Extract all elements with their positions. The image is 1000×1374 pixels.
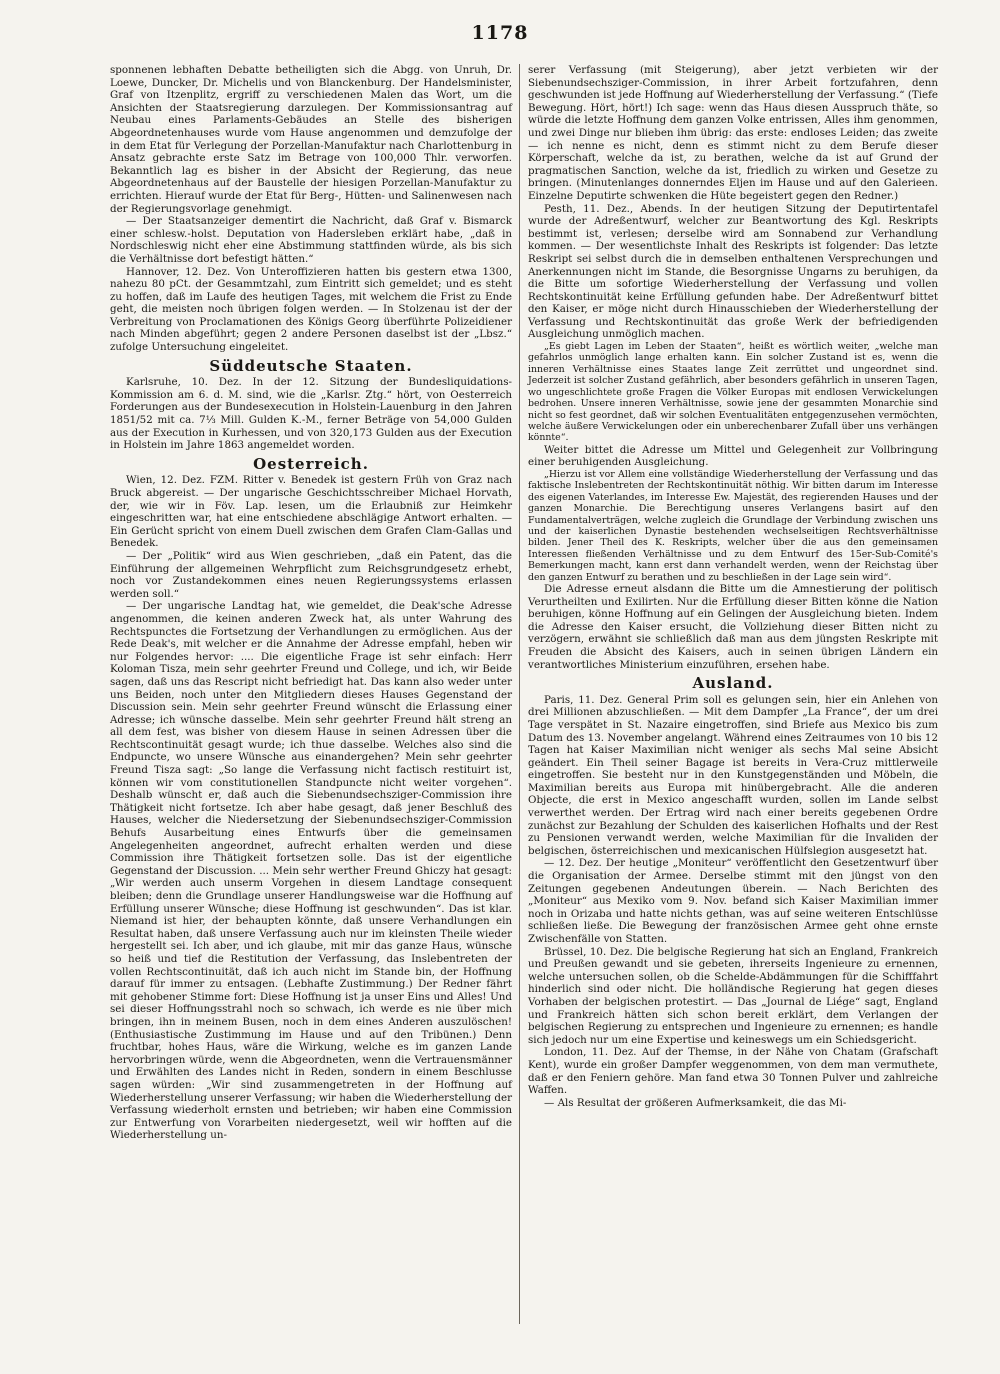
article-paragraph: Pesth, 11. Dez., Abends. In der heutigen Sitzung der Deputirtentafel wurde der Adreßentwurf, welcher zur Beantwortung des Kgl. Reskripts bestimmt ist, verlesen; derselbe wird am Sonnabend zur Verhandlung kommen. — Der wesentlichste Inhalt des Reskripts ist folgender: Das letzte Reskript sei selbst durch die in demselben enthaltenen Versprechungen und Anerkennungen nicht im Stande, die Besorgnisse Ungarns zu beruhigen, da die Bitte um sofortige Wiederherstellung der Verfassung und vollen Rechtskontinuität keine Erfüllung gefunden habe. Der Adreßentwurf bittet den Kaiser, er möge nicht durch Hinausschieben der Wiederherstellung der Verfassung und Rechtskontinuität das große Werk der befriedigenden Ausgleichung unmöglich machen. bbox=[528, 202, 938, 341]
quoted-paragraph: „Hierzu ist vor Allem eine vollständige Wiederherstellung der Verfassung und das faktische Inslebentreten der Rechtskontinuität nöthig. Wir bitten darum im Interesse des eigenen Vaterlandes, im Interesse Ew. Majestät, des regierenden Hauses und der ganzen Monarchie. Die Berechtigung unseres Verlangens basirt auf den Fundamentalverträgen, welche zugleich die Grundlage der Verbindung zwischen uns und der kaiserlichen Dynastie bestehenden wechselseitigen Rechtsverhältnisse bilden. Jener Theil des K. Reskripts, welcher über die aus den gemeinsamen Interessen fließenden Verhältnisse und zu dem Entwurf des 15er-Sub-Comité's Bemerkungen macht, kann erst dann verhandelt werden, wenn der Reichstag über den ganzen Entwurf zu berathen und zu beschließen in der Lage sein wird“. bbox=[528, 468, 938, 583]
article-paragraph: Brüssel, 10. Dez. Die belgische Regierung hat sich an England, Frankreich und Preußen gewandt und sie gebeten, ihrerseits Ingenieure zu ernennen, welche untersuchen sollen, ob die Schelde-Abdämmungen für die Schifffahrt hinderlich sind oder nicht. Die holländische Regierung hat gegen dieses Vorhaben der belgischen protestirt. — Das „Journal de Liége“ sagt, England und Frankreich hätten sich schon bereit erklärt, dem Verlangen der belgischen Regierung zu entsprechen und Ingenieure zu ernennen; es handle sich jedoch nur um eine Expertise und keineswegs um ein Schiedsgericht. bbox=[528, 945, 938, 1046]
article-paragraph: Weiter bittet die Adresse um Mittel und Gelegenheit zur Vollbringung einer beruhigenden Ausgleichung. bbox=[528, 443, 938, 469]
article-paragraph: — Der Staatsanzeiger dementirt die Nachricht, daß Graf v. Bismarck einer schlesw.-holst. Deputation von Hadersleben erklärt habe, „daß in Nordschleswig nicht eher eine Abstimmung stattfinden würde, als bis sich die Verhältnisse dort befestigt hätten.“ bbox=[110, 215, 512, 265]
section-heading: Oesterreich. bbox=[253, 454, 369, 473]
article-paragraph: — 12. Dez. Der heutige „Moniteur“ veröffentlicht den Gesetzentwurf über die Organisation der Armee. Derselbe stimmt mit den jüngst von den Zeitungen gegebenen Andeutungen überein. — Nach Berichten des „Moniteur“ aus Mexiko vom 9. Nov. befand sich Kaiser Maximilian immer noch in Orizaba und hatte nichts gethan, was auf seine weiteren Entschlüsse schließen ließe. Die Bewegung der französischen Armee geht ohne ernste Zwischenfälle von Statten. bbox=[528, 857, 938, 945]
article-paragraph: serer Verfassung (mit Steigerung), aber jetzt verbieten wir der Siebenundsechsziger-Commission, in ihrer Arbeit fortzufahren, denn geschwunden ist jede Hoffnung auf Wiederherstellung der Verfassung.“ (Tiefe Bewegung. Hört, hört!) Ich sage: wenn das Haus diesen Ausspruch thäte, so würde die letzte Hoffnung dem ganzen Volke entrissen, Alles ihm genommen, und zwei Dinge nur blieben ihm übrig: das erste: endloses Leiden; das zweite — ich nenne es nicht, denn es stimmt nicht zu dem Berufe dieser Körperschaft, welche da ist, zu berathen, welche da ist auf Grund der pragmatischen Sanction, welche da ist, friedlich zu wirken und Gesetze zu bringen. (Minutenlanges donnerndes Eljen im Hause und auf den Galerieen. Einzelne Deputirte schwenken die Hüte begeistert gegen den Redner.) bbox=[528, 64, 938, 202]
right-column bbox=[528, 64, 938, 1109]
section-heading: Ausland. bbox=[692, 674, 774, 693]
page-number: 1178 bbox=[471, 22, 529, 44]
article-paragraph: Wien, 12. Dez. FZM. Ritter v. Benedek ist gestern Früh von Graz nach Bruck abgereist. — Der ungarische Geschichtsschreiber Michael Horvath, der, wie wir in Föv. Lap. lesen, um die Erlaubniß zur Heimkehr eingeschritten war, hat eine entschiedene abschlägige Antwort erhalten. — Ein Gerücht spricht von einem Duell zwischen dem Grafen Clam-Gallas und Benedek. bbox=[110, 474, 512, 550]
section-heading: Süddeutsche Staaten. bbox=[209, 356, 413, 375]
article-paragraph: Paris, 11. Dez. General Prim soll es gelungen sein, hier ein Anlehen von drei Millionen abzuschließen. — Mit dem Dampfer „La France“, der um drei Tage verspätet in St. Nazaire eingetroffen, sind Briefe aus Mexico bis zum Datum des 13. November angelangt. Während eines Zeitraumes von 10 bis 12 Tagen hat Kaiser Maximilian nicht weniger als sechs Mal seine Absicht geändert. Ein Theil seiner Bagage ist bereits in Vera-Cruz mittlerweile eingetroffen. Sie besteht nur in den Kunstgegenständen und Möbeln, die Maximilian bereits aus Europa mit hinübergebracht. Alle die anderen Objecte, die erst in Mexico angeschafft wurden, sollen im Lande selbst verwerthet werden. Der Ertrag wird nach einer bereits gegebenen Ordre zunächst zur Bezahlung der Schulden des kaiserlichen Hofhalts und der Rest zu Pensionen verwandt werden, welche Maximilian für die Invaliden der belgischen, österreichischen und mexicanischen Hülfslegion ausgesetzt hat. bbox=[528, 693, 938, 857]
article-paragraph: — Als Resultat der größeren Aufmerksamkeit, die das Mi- bbox=[544, 1096, 847, 1109]
article-paragraph: London, 11. Dez. Auf der Themse, in der Nähe von Chatam (Grafschaft Kent), wurde ein großer Dampfer weggenommen, von dem man vermuthete, daß er den Feniern gehöre. Man fand etwa 30 Tonnen Pulver und zahlreiche Waffen. bbox=[528, 1046, 938, 1097]
article-paragraph: — Der „Politik“ wird aus Wien geschrieben, „daß ein Patent, das die Einführung der allgemeinen Wehrpflicht zum Reichsgrundgesetz erhebt, noch vor Zustandekommen eines neuen Regierungssystems erlassen werden soll.“ bbox=[110, 549, 512, 600]
quoted-paragraph: „Es giebt Lagen im Leben der Staaten“, heißt es wörtlich weiter, „welche man gefahrlos unmöglich lange erhalten kann. Ein solcher Zustand ist es, wenn die inneren Verhältnisse eines Staates lange Zeit zerrüttet und ungeordnet sind. Jederzeit ist solcher Zustand gefährlich, aber besonders gefährlich in unseren Tagen, wo ungeschlichtete große Fragen die Völker Europas mit endlosen Verwickelungen bedrohen. Unsere inneren Verhältnisse, sowie jene der gesammten Monarchie sind nicht so fest geordnet, daß wir solchen Eventualitäten entgegenzusehen vermöchten, welche äußere Verwickelungen oder ein unberechenbarer Zufall über uns verhängen könnte“. bbox=[528, 341, 938, 444]
article-paragraph: — Der ungarische Landtag hat, wie gemeldet, die Deak'sche Adresse angenommen, die keinen anderen Zweck hat, als unter Wahrung des Rechtspunctes die Fortsetzung der Verhandlungen zu ermöglichen. Aus der Rede Deak's, mit welcher er die Annahme der Adresse empfahl, heben wir nur Folgendes hervor: .... Die eigentliche Frage ist sehr einfach: Herr Koloman Tisza, mein sehr geehrter Freund und College, und ich, wir Beide sagen, daß uns das Rescript nicht befriedigt hat. Das kann also weder unter uns Beiden, noch unter den Mitgliedern dieses Hauses Gegenstand der Discussion sein. Mein sehr geehrter Freund wünscht die Erlassung einer Adresse; ich wünsche dasselbe. Mein sehr geehrter Freund hält streng an all dem fest, was bisher von diesem Hause in seinen Adressen über die Rechtscontinuität gesagt wurde; ich thue dasselbe. Welches also sind die Endpuncte, wo unsere Wünsche aus einandergehen? Mein sehr geehrter Freund Tisza sagt: „So lange die Verfassung nicht factisch restituirt ist, können wir vom constitutionellen Standpuncte nicht weiter vorgehen“. Deshalb wünscht er, daß auch die Siebenundsechsziger-Commission ihre Thätigkeit nicht fortsetze. Ich aber habe gesagt, daß jener Beschluß des Hauses, welcher die Niedersetzung der Siebenundsechsziger-Commission Behufs Ausarbeitung eines Entwurfs über die gemeinsamen Angelegenheiten angeordnet, aufrecht erhalten werden und diese Commission ihre Thätigkeit fortsetzen solle. Das ist der eigentliche Gegenstand der Discussion. ... Mein sehr werther Freund Ghiczy hat gesagt: „Wir werden auch unserm Vorgehen in diesem Landtage consequent bleiben; denn die Grundlage unserer Handlungsweise war die Hoffnung auf Erfüllung unserer Wünsche; diese Hoffnung ist geschwunden“. Das ist klar. Niemand ist hier, der behaupten könnte, daß unsere Verhandlungen ein Resultat haben, daß unsere Verfassung auch nur im kleinsten Theile wieder hergestellt sei. Ich aber, und ich glaube, mit mir das ganze Haus, wünsche so heiß und tief die Restitution der Verfassung, das Inslebentreten der vollen Rechtscontinuität, daß ich auch nicht im Stande bin, der Hoffnung darauf für immer zu entsagen. (Lebhafte Zustimmung.) Der Redner fährt mit gehobener Stimme fort: Diese Hoffnung ist ja unser Eins und Alles! Und sei dieser Hoffnungsstrahl noch so schwach, ich werde es nie über mich bringen, ihn in meinem Busen, noch in dem eines Anderen auszulöschen! (Enthusiastische Zustimmung im Hause und auf den Tribünen.) Denn fruchtbar, hohes Haus, wäre die Wirkung, welche es im ganzen Lande hervorbringen würde, wenn die Abgeordneten, wenn die Vertrauensmänner und Erwählten des Landes nicht in Reden, sondern in einem Beschlusse sagen würden: „Wir sind zusammengetreten in der Hoffnung auf Wiederherstellung unserer Verfassung; wir haben die Wiederherstellung der Verfassung wiederholt ernsten und betrieben; wir haben eine Commission zur Entwerfung von Vorarbeiten niedergesetzt, weil wir hofften auf die Wiederherstellung un- bbox=[110, 600, 512, 1142]
article-paragraph: sponnenen lebhaften Debatte betheiligten sich die Abgg. von Unruh, Dr. Loewe, Duncker, Dr. Michelis und von Blanckenburg. Der Handelsminister, Graf von Itzenplitz, ergriff zu verschiedenen Malen das Wort, um die Ansichten der Staatsregierung darzulegen. Der Kommissionsantrag auf Neubau eines Parlaments-Gebäudes an Stelle des bisherigen Abgeordnetenhauses wurde vom Hause angenommen und demzufolge der in dem Etat für Verlegung der Porzellan-Manufaktur nach Charlottenburg in Ansatz gebrachte erste Satz im Betrage von 100,000 Thlr. verworfen. Bekanntlich lag es bisher in der Absicht der Regierung, das neue Abgeordnetenhaus auf der Baustelle der hiesigen Porzellan-Manufaktur zu errichten. Hierauf wurde der Etat für Berg-, Hütten- und Salinenwesen nach der Regierungsvorlage genehmigt. bbox=[110, 64, 512, 215]
left-column bbox=[110, 64, 512, 1142]
article-paragraph: Karlsruhe, 10. Dez. In der 12. Sitzung der Bundesliquidations-Kommission am 6. d. M. sind, wie die „Karlsr. Ztg.“ hört, von Oesterreich Forderungen aus der Bundesexecution in Holstein-Lauenburg in den Jahren 1851/52 mit ca. 7⅓ Mill. Gulden K.-M., ferner Beträge von 54,000 Gulden aus der Execution in Kurhessen, und von 320,173 Gulden aus der Execution in Holstein im Jahre 1863 angemeldet worden. bbox=[110, 376, 512, 452]
column-divider bbox=[519, 64, 520, 1324]
article-paragraph: Die Adresse erneut alsdann die Bitte um die Amnestierung der politisch Verurtheilten und Exilirten. Nur die Erfüllung dieser Bitten könne die Nation beruhigen, könne Hoffnung auf ein Gelingen der Ausgleichung bieten. Indem die Adresse den Kaiser ersucht, die Vollziehung dieser Bitten nicht zu verzögern, erwähnt sie schließlich daß man aus dem jüngsten Reskripte mit Freuden die Absicht des Kaisers, auch in seinen übrigen Ländern ein verantwortliches Ministerium einzuführen, ersehen habe. bbox=[528, 582, 938, 671]
article-paragraph: Hannover, 12. Dez. Von Unteroffizieren hatten bis gestern etwa 1300, nahezu 80 pCt. der Gesammtzahl, zum Eintritt sich gemeldet; und es steht zu hoffen, daß im Laufe des heutigen Tages, mit welchem die Frist zu Ende geht, die meisten noch übrigen folgen werden. — In Stolzenau ist der der Verbreitung von Proclamationen des Königs Georg überführte Polizeidiener nach Minden abgeführt; gegen 2 andere Personen daselbst ist der „Lbsz.“ zufolge Untersuchung eingeleitet. bbox=[110, 265, 512, 354]
